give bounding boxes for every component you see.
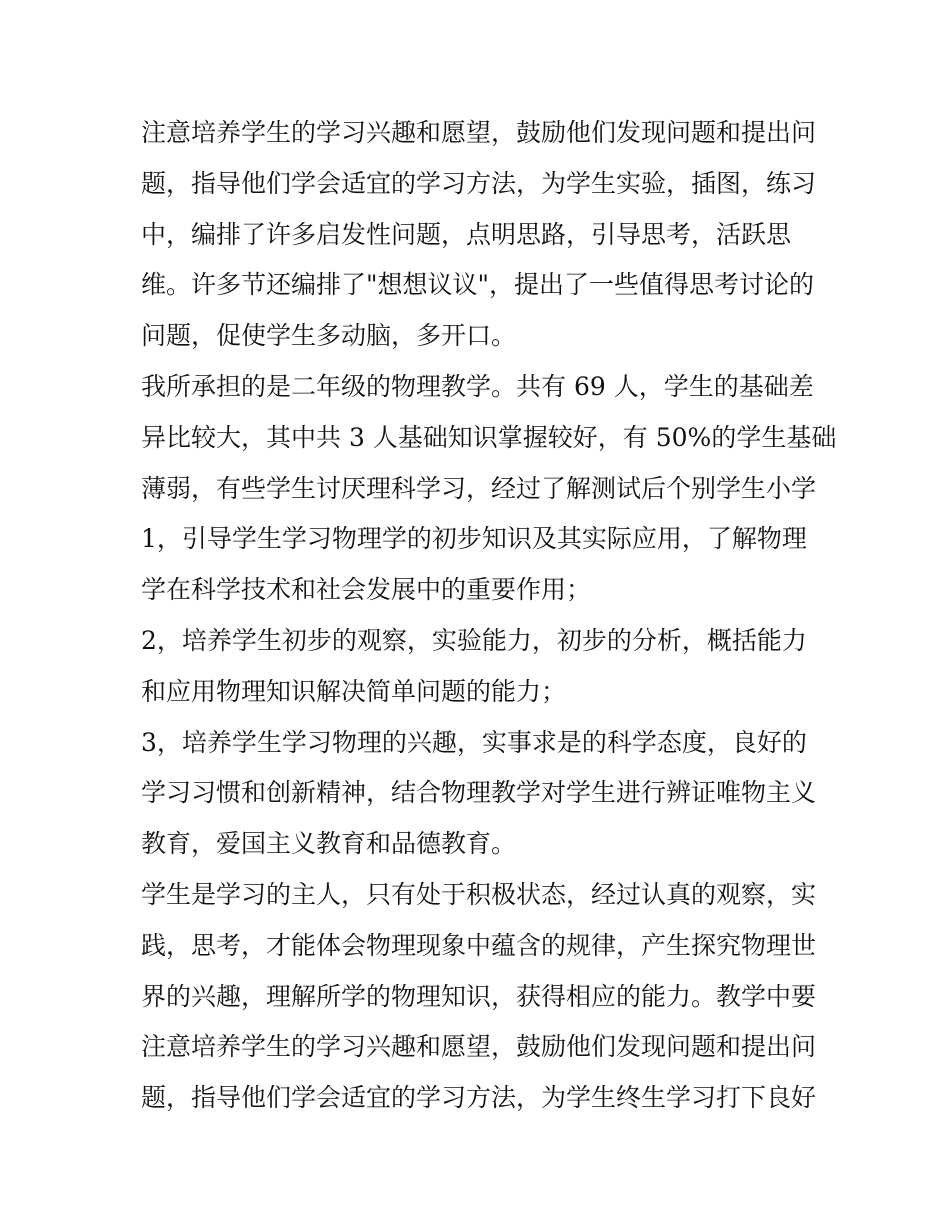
body-text xyxy=(141,108,837,1124)
text-line: 界的兴趣，理解所学的物理知识，获得相应的能力。教学中要 xyxy=(141,981,817,1011)
text-line: 学习习惯和创新精神，结合物理教学对学生进行辨证唯物主义 xyxy=(141,778,817,808)
text-line: 践，思考，才能体会物理现象中蕴含的规律，产生探究物理世 xyxy=(141,930,817,960)
text-line: 薄弱，有些学生讨厌理科学习，经过了解测试后个别学生小学 xyxy=(141,473,817,503)
text-line: 题，指导他们学会适宜的学习方法，为学生实验，插图，练习 xyxy=(141,168,817,198)
text-line: 注意培养学生的学习兴趣和愿望，鼓励他们发现问题和提出问 xyxy=(141,1032,817,1062)
text-line: 学在科学技术和社会发展中的重要作用； xyxy=(141,575,592,605)
text-line: 维。许多节还编排了"想想议议"，提出了一些值得思考讨论的 xyxy=(141,270,815,300)
text-line: 3，培养学生学习物理的兴趣，实事求是的科学态度，良好的 xyxy=(141,727,807,757)
text-line: 和应用物理知识解决简单问题的能力； xyxy=(141,676,567,706)
text-line: 学生是学习的主人，只有处于积极状态，经过认真的观察，实 xyxy=(141,879,817,909)
text-line: 注意培养学生的学习兴趣和愿望，鼓励他们发现问题和提出问 xyxy=(141,118,817,147)
text-line: 中，编排了许多启发性问题，点明思路，引导思考，活跃思 xyxy=(141,219,792,249)
text-line: 2，培养学生初步的观察，实验能力，初步的分析，概括能力 xyxy=(141,625,807,655)
text-line: 我所承担的是二年级的物理教学。共有 69 人，学生的基础差 xyxy=(141,371,814,401)
text-line: 1，引导学生学习物理学的初步知识及其实际应用，了解物理 xyxy=(141,524,807,554)
text-line: 教育，爱国主义教育和品德教育。 xyxy=(141,829,517,859)
text-line: 题，指导他们学会适宜的学习方法，为学生终生学习打下良好 xyxy=(141,1083,817,1113)
text-line: 问题，促使学生多动脑，多开口。 xyxy=(141,321,517,351)
text-line: 异比较大，其中共 3 人基础知识掌握较好，有 50%的学生基础 xyxy=(141,422,837,452)
